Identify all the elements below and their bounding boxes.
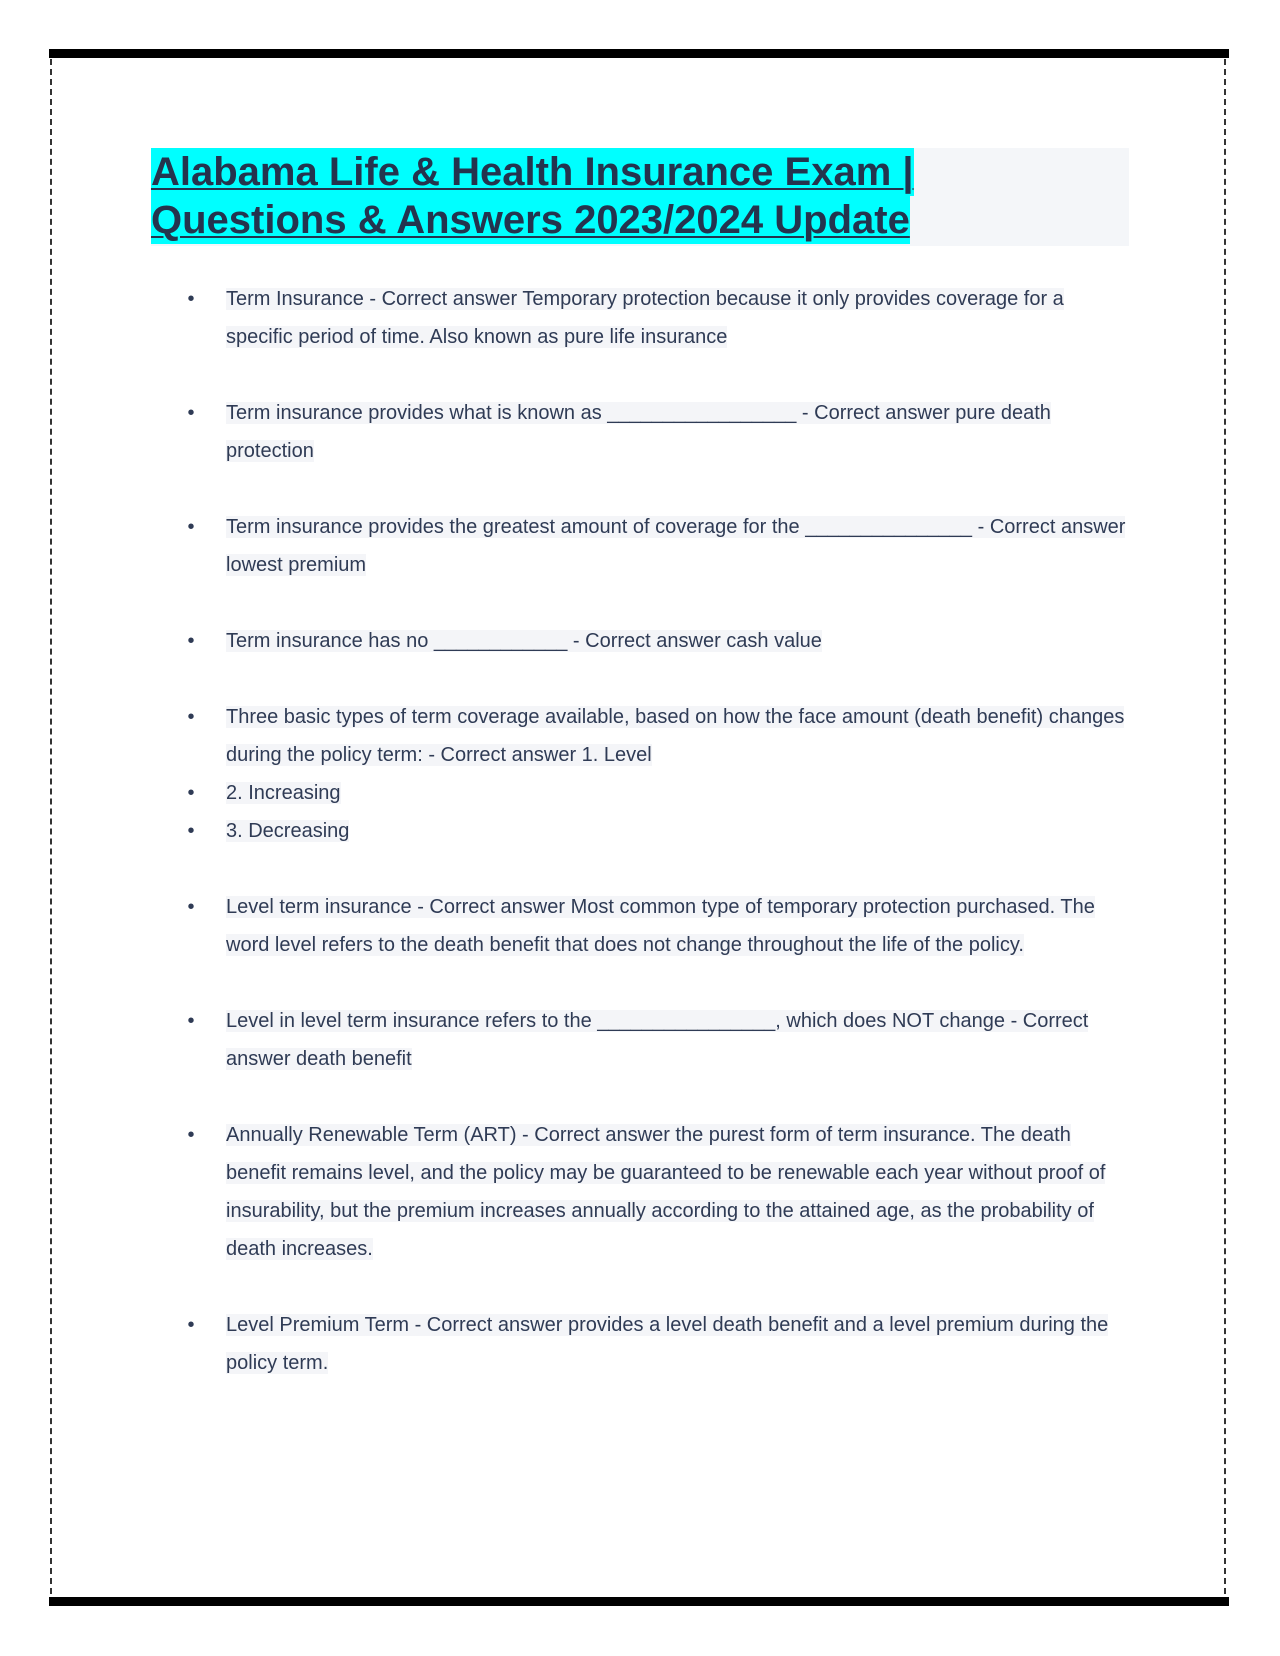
- list-item-text: Term insurance provides the greatest amount of coverage for the _______________ - Correct answer lowest premium: [226, 516, 1126, 576]
- list-item: [186, 394, 1126, 470]
- list-item: [186, 1306, 1126, 1382]
- qa-list: [186, 280, 1126, 1382]
- bullet-icon: •: [187, 706, 195, 728]
- list-item: [186, 888, 1126, 964]
- bullet-icon: •: [187, 402, 195, 424]
- list-item-text: Level term insurance - Correct answer Most common type of temporary protection purchased. The word level refers to the death benefit that does not change throughout the life of the policy.: [226, 896, 1095, 956]
- bullet-icon: •: [187, 1010, 195, 1032]
- list-item: [186, 774, 1126, 812]
- bullet-icon: •: [187, 288, 195, 310]
- bullet-icon: •: [187, 782, 195, 804]
- list-item: [186, 1002, 1126, 1078]
- bullet-icon: •: [187, 1124, 195, 1146]
- bullet-icon: •: [187, 820, 195, 842]
- list-item-text: Term Insurance - Correct answer Temporary protection because it only provides coverage for a specific period of time. Also known as pure life insurance: [226, 288, 1064, 348]
- bullet-icon: •: [187, 1314, 195, 1336]
- title-line-1: Alabama Life & Health Insurance Exam |: [151, 150, 914, 194]
- bullet-icon: •: [187, 630, 195, 652]
- list-item-text: 2. Increasing: [226, 782, 341, 804]
- list-item-text: Term insurance has no ____________ - Correct answer cash value: [226, 630, 822, 652]
- list-item: [186, 698, 1126, 774]
- list-item: [186, 280, 1126, 356]
- list-item-text: Level Premium Term - Correct answer provides a level death benefit and a level premium during the policy term.: [226, 1314, 1109, 1374]
- list-item-text: Term insurance provides what is known as _________________ - Correct answer pure death protection: [226, 402, 1051, 462]
- bullet-icon: •: [187, 896, 195, 918]
- list-item-text: Level in level term insurance refers to the ________________, which does NOT change - Correct answer death benefit: [226, 1010, 1089, 1070]
- list-item-text: 3. Decreasing: [226, 820, 350, 842]
- list-item-text: Three basic types of term coverage available, based on how the face amount (death benefit) changes during the policy term: - Correct answer 1. Level: [226, 706, 1125, 766]
- document-title: [151, 148, 1129, 246]
- page-bottom-border: [49, 1597, 1229, 1606]
- list-item: [186, 812, 1126, 850]
- list-item: [186, 1116, 1126, 1268]
- page-top-border: [49, 49, 1229, 58]
- list-item-text: Annually Renewable Term (ART) - Correct answer the purest form of term insurance. The death benefit remains level, and the policy may be guaranteed to be renewable each year without proof of insurability, but the premium increases annually according to the attained age, as the probability of death increases.: [226, 1124, 1106, 1260]
- bullet-icon: •: [187, 516, 195, 538]
- title-line-2: Questions & Answers 2023/2024 Update: [151, 198, 910, 242]
- list-item: [186, 508, 1126, 584]
- list-item: [186, 622, 1126, 660]
